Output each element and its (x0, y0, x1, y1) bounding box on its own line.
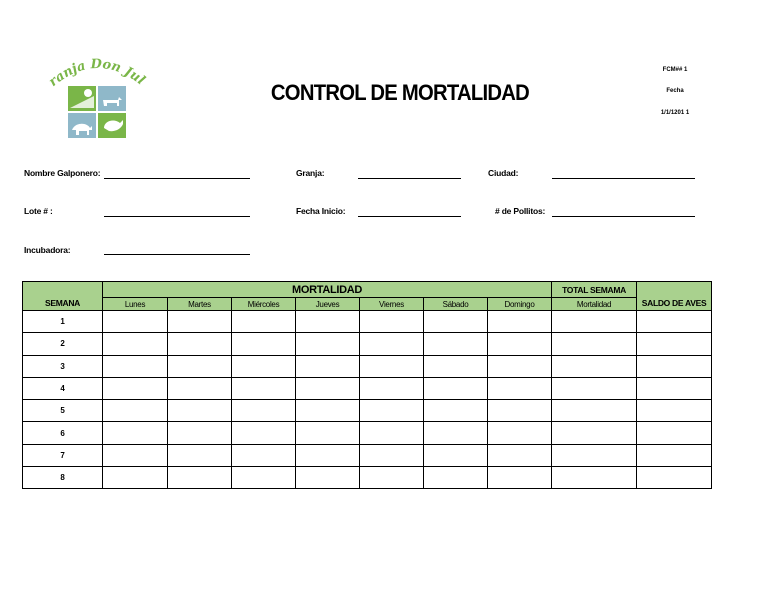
entry-cell[interactable] (232, 333, 296, 355)
granja-label: Granja: (296, 168, 325, 178)
entry-cell[interactable] (552, 355, 637, 377)
table-row (23, 444, 712, 466)
entry-cell[interactable] (552, 467, 637, 489)
entry-cell[interactable] (296, 467, 360, 489)
entry-cell[interactable] (360, 467, 424, 489)
day-header-sabado: Sábado (424, 298, 488, 311)
entry-cell[interactable] (637, 377, 712, 399)
entry-cell[interactable] (488, 444, 552, 466)
entry-cell[interactable] (488, 377, 552, 399)
entry-cell[interactable] (232, 355, 296, 377)
table-row (23, 400, 712, 422)
entry-cell[interactable] (296, 400, 360, 422)
week-number: 7 (23, 444, 103, 466)
table-row (23, 377, 712, 399)
entry-cell[interactable] (360, 377, 424, 399)
entry-cell[interactable] (103, 355, 168, 377)
entry-cell[interactable] (103, 467, 168, 489)
entry-cell[interactable] (296, 422, 360, 444)
entry-cell[interactable] (488, 400, 552, 422)
entry-cell[interactable] (103, 333, 168, 355)
entry-cell[interactable] (168, 400, 232, 422)
entry-cell[interactable] (424, 355, 488, 377)
entry-cell[interactable] (552, 422, 637, 444)
entry-cell[interactable] (637, 422, 712, 444)
svg-text:Granja Don Julio (48, 56, 148, 90)
lote-label: Lote # : (24, 206, 53, 216)
entry-cell[interactable] (296, 333, 360, 355)
entry-cell[interactable] (232, 400, 296, 422)
day-header-domingo: Domingo (488, 298, 552, 311)
date-label: Fecha (666, 88, 684, 94)
entry-cell[interactable] (360, 355, 424, 377)
ciudad-field[interactable] (552, 178, 695, 179)
fecha-inicio-label: Fecha Inicio: (296, 206, 346, 216)
entry-cell[interactable] (637, 355, 712, 377)
table-row (23, 467, 712, 489)
entry-cell[interactable] (424, 311, 488, 333)
lote-field[interactable] (104, 216, 250, 217)
entry-cell[interactable] (360, 333, 424, 355)
entry-cell[interactable] (168, 422, 232, 444)
fecha-inicio-field[interactable] (358, 216, 461, 217)
entry-cell[interactable] (488, 355, 552, 377)
day-header-lunes: Lunes (103, 298, 168, 311)
table-row (23, 422, 712, 444)
entry-cell[interactable] (296, 377, 360, 399)
semana-header: SEMANA (23, 282, 103, 311)
entry-cell[interactable] (232, 467, 296, 489)
mortality-table (22, 281, 712, 489)
entry-cell[interactable] (296, 355, 360, 377)
week-number: 4 (23, 377, 103, 399)
entry-cell[interactable] (424, 400, 488, 422)
entry-cell[interactable] (488, 422, 552, 444)
table-row (23, 355, 712, 377)
entry-cell[interactable] (168, 444, 232, 466)
num-pollitos-label: # de Pollitos: (495, 206, 546, 216)
entry-cell[interactable] (168, 377, 232, 399)
entry-cell[interactable] (360, 311, 424, 333)
entry-cell[interactable] (296, 444, 360, 466)
num-pollitos-field[interactable] (552, 216, 695, 217)
week-number: 2 (23, 333, 103, 355)
entry-cell[interactable] (232, 444, 296, 466)
entry-cell[interactable] (424, 333, 488, 355)
entry-cell[interactable] (552, 333, 637, 355)
logo-text: anja Don Jul (52, 56, 148, 89)
week-number: 1 (23, 311, 103, 333)
entry-cell[interactable] (103, 422, 168, 444)
entry-cell[interactable] (488, 333, 552, 355)
entry-cell[interactable] (424, 422, 488, 444)
entry-cell[interactable] (488, 311, 552, 333)
entry-cell[interactable] (168, 467, 232, 489)
week-number: 8 (23, 467, 103, 489)
entry-cell[interactable] (637, 467, 712, 489)
day-header-miercoles: Miércoles (232, 298, 296, 311)
entry-cell[interactable] (552, 444, 637, 466)
entry-cell[interactable] (637, 333, 712, 355)
day-header-martes: Martes (168, 298, 232, 311)
entry-cell[interactable] (488, 467, 552, 489)
entry-cell[interactable] (232, 311, 296, 333)
entry-cell[interactable] (637, 400, 712, 422)
entry-cell[interactable] (360, 422, 424, 444)
entry-cell[interactable] (232, 422, 296, 444)
date-value: 1/1/1201 1 (660, 110, 690, 116)
company-logo (48, 56, 148, 142)
entry-cell[interactable] (103, 444, 168, 466)
entry-cell[interactable] (424, 377, 488, 399)
entry-cell[interactable] (103, 400, 168, 422)
table-row (23, 333, 712, 355)
total-semana-header: TOTAL SEMAMA (552, 282, 637, 298)
entry-cell[interactable] (168, 355, 232, 377)
entry-cell[interactable] (360, 400, 424, 422)
entry-cell[interactable] (424, 467, 488, 489)
ciudad-label: Ciudad: (488, 168, 519, 178)
entry-cell[interactable] (296, 311, 360, 333)
incubadora-field[interactable] (104, 254, 250, 255)
week-number: 3 (23, 355, 103, 377)
week-number: 6 (23, 422, 103, 444)
entry-cell[interactable] (168, 311, 232, 333)
mortalidad-group-header: MORTALIDAD (103, 282, 552, 298)
page-title: CONTROL DE MORTALIDAD (270, 80, 530, 105)
entry-cell[interactable] (637, 311, 712, 333)
total-mortalidad-subheader: Mortalidad (552, 298, 637, 311)
entry-cell[interactable] (360, 444, 424, 466)
day-header-jueves: Jueves (296, 298, 360, 311)
entry-cell[interactable] (103, 377, 168, 399)
granja-field[interactable] (358, 178, 461, 179)
day-header-viernes: Viernes (360, 298, 424, 311)
entry-cell[interactable] (424, 444, 488, 466)
incubadora-label: Incubadora: (24, 245, 71, 255)
form-code: FCM## 1 (662, 67, 688, 73)
entry-cell[interactable] (637, 444, 712, 466)
table-row (23, 311, 712, 333)
entry-cell[interactable] (168, 333, 232, 355)
week-number: 5 (23, 400, 103, 422)
saldo-aves-header: SALDO DE AVES (637, 282, 712, 311)
entry-cell[interactable] (552, 400, 637, 422)
entry-cell[interactable] (552, 377, 637, 399)
entry-cell[interactable] (232, 377, 296, 399)
entry-cell[interactable] (552, 311, 637, 333)
nombre-galponero-field[interactable] (104, 178, 250, 179)
nombre-galponero-label: Nombre Galponero: (24, 168, 101, 178)
entry-cell[interactable] (103, 311, 168, 333)
